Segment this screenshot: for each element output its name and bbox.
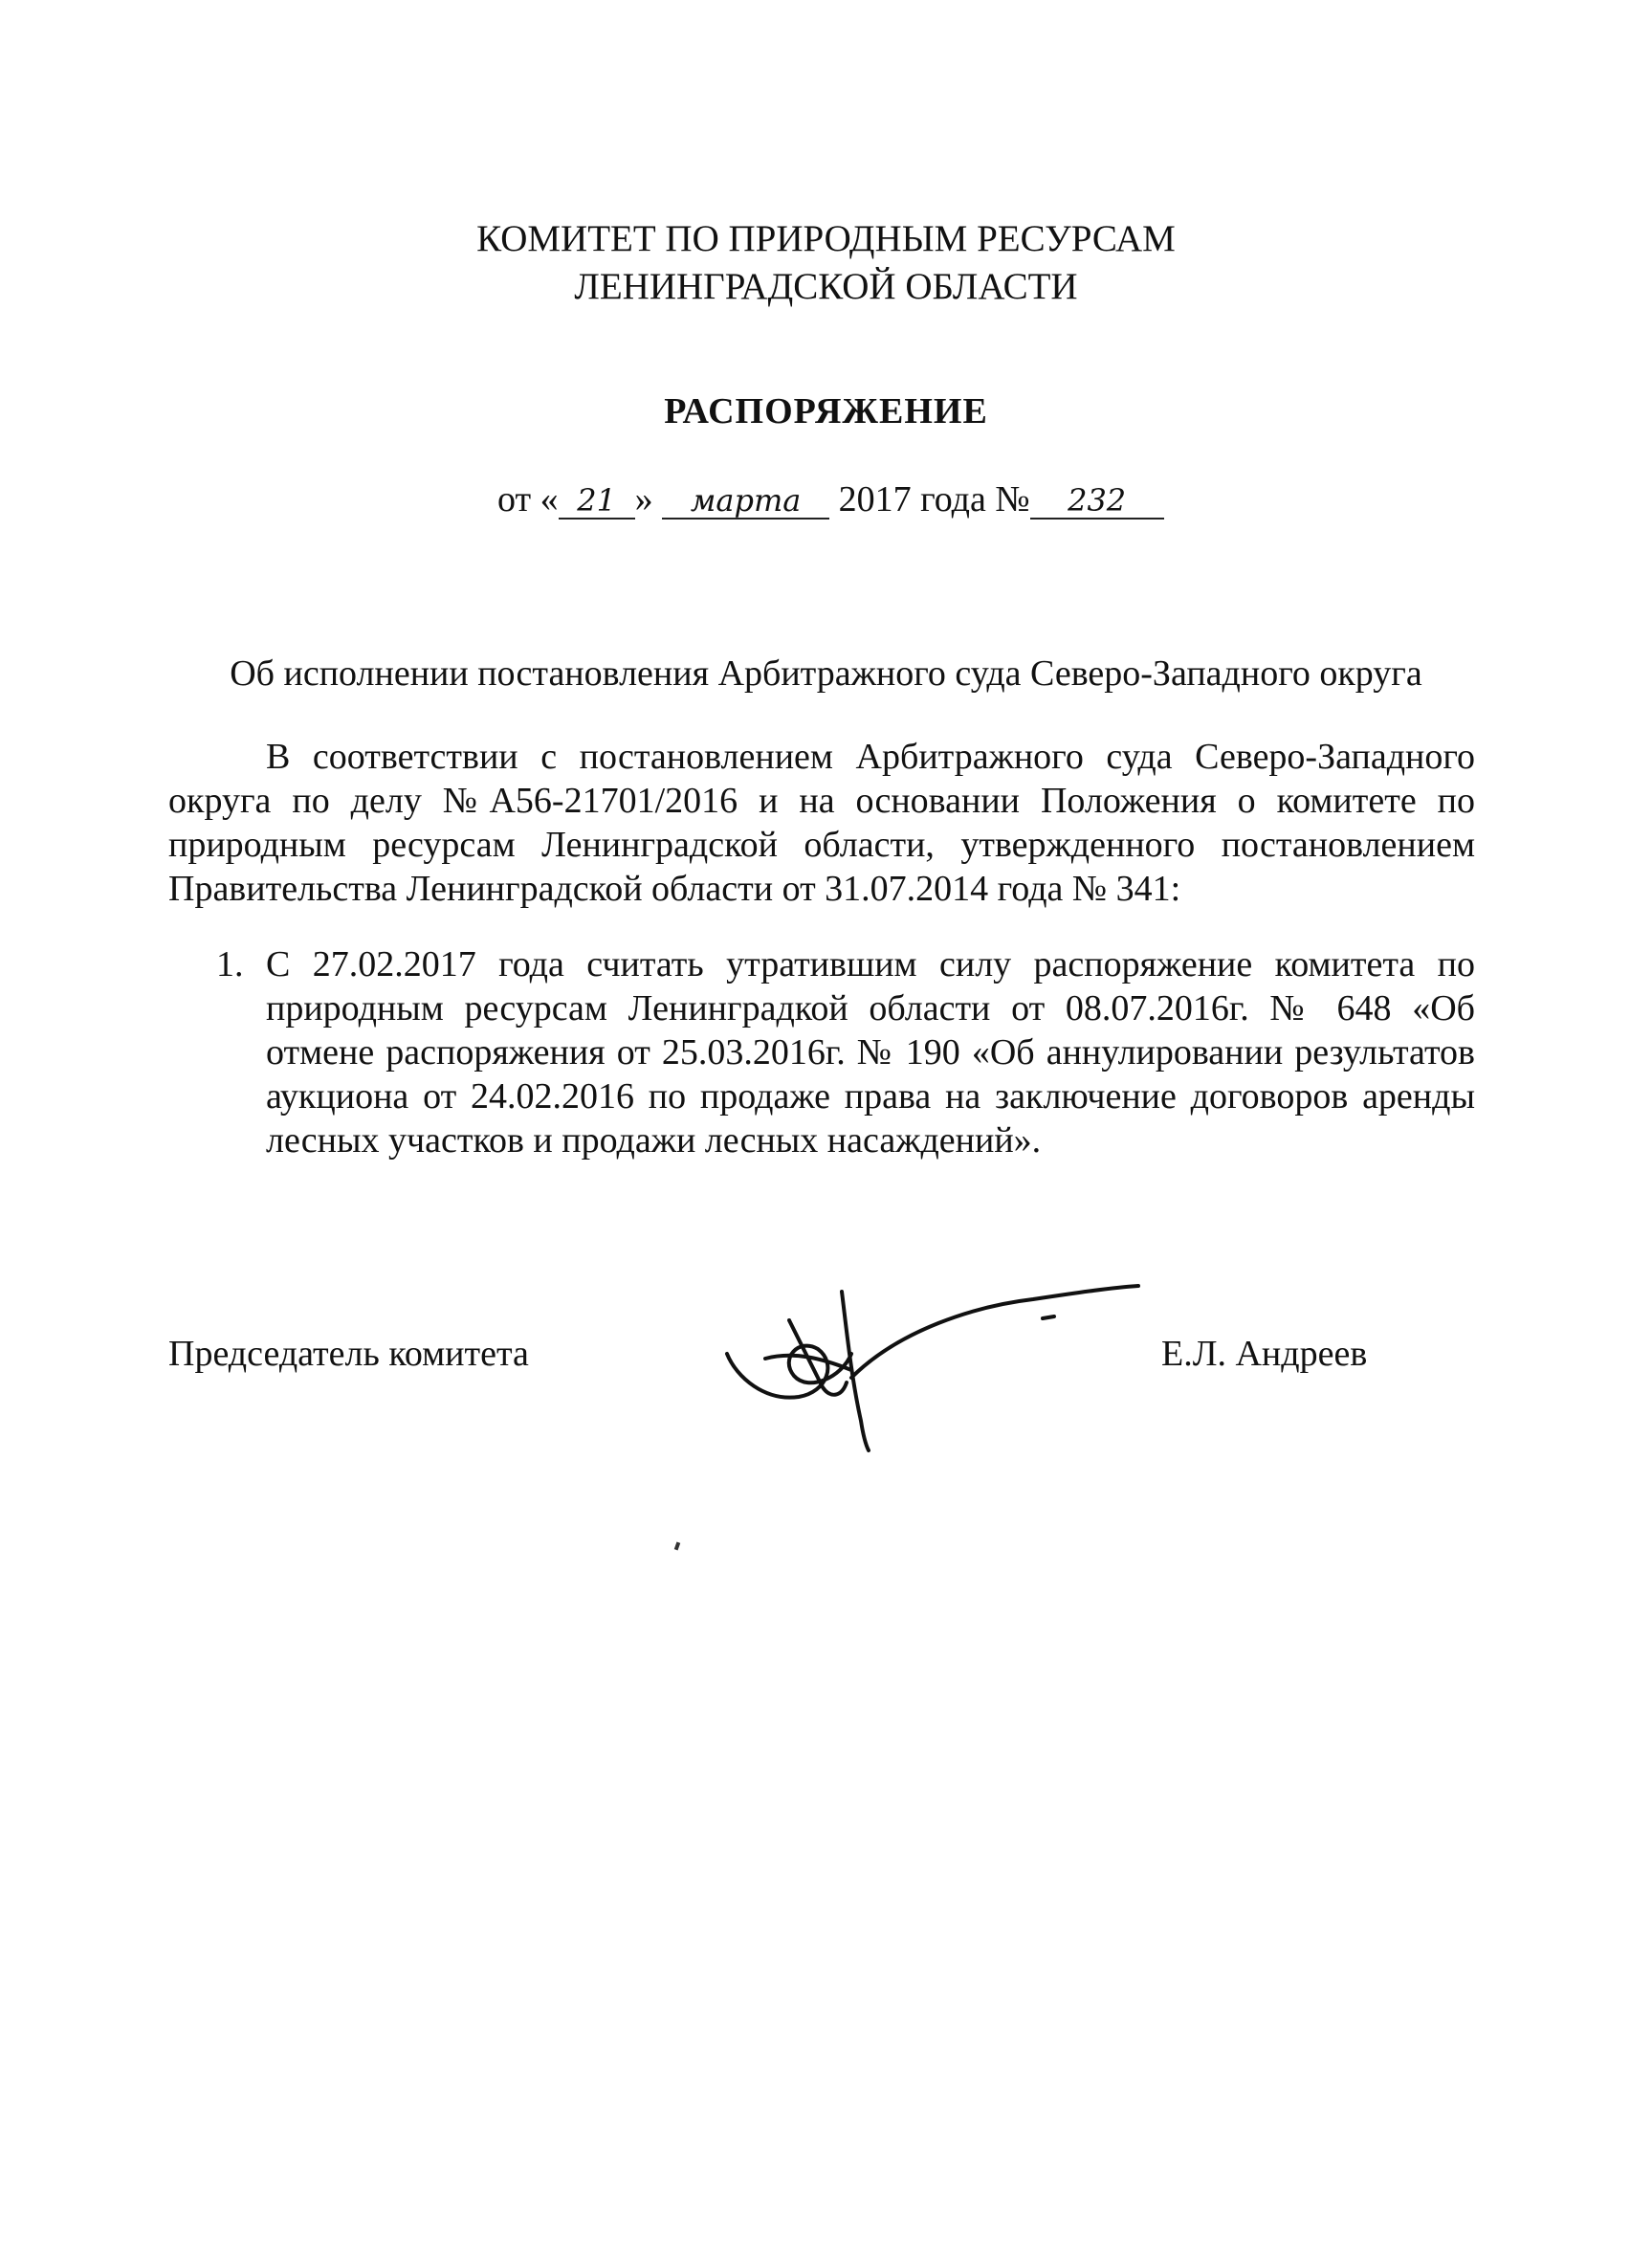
handwritten-month: марта <box>662 483 829 520</box>
committee-name-line2: ЛЕНИНГРАДСКОЙ ОБЛАСТИ <box>574 266 1078 307</box>
signatory-name: Е.Л. Андреев <box>1161 1334 1368 1374</box>
date-number-line <box>497 478 1164 520</box>
list-item <box>216 942 1475 1162</box>
handwritten-day: 21 <box>559 483 635 520</box>
date-prefix: от « <box>497 479 559 520</box>
handwritten-document-number: 232 <box>1030 483 1164 520</box>
document-type-title: РАСПОРЯЖЕНИЕ <box>664 391 988 431</box>
date-mid: » <box>634 479 663 520</box>
list-item-text: С 27.02.2017 года считать утратившим силу распоряжение комитета по природным ресурсам Ленинградкой области от 08.07.2016г. № 648 «Об отмене распоряжения от 25.03.2016г. № 190 «Об аннулировании результатов аукциона от 24.02.2016 по продаже права на заключение договоров аренды лесных участков и продажи лесных насаждений». <box>266 944 1475 1161</box>
handwritten-signature <box>708 1263 1167 1454</box>
scan-speck <box>674 1542 680 1551</box>
committee-name-line1: КОМИТЕТ ПО ПРИРОДНЫМ РЕСУРСАМ <box>476 218 1176 259</box>
signatory-title: Председатель комитета <box>168 1334 529 1374</box>
committee-header <box>0 215 1652 311</box>
document-subject: Об исполнении постановления Арбитражного суда Северо-Западного округа <box>230 653 1422 694</box>
preamble-paragraph: В соответствии с постановлением Арбитражного суда Северо-Западного округа по делу №А56-21701/2016 и на основании Положения о комитете по природным ресурсам Ленинградской области, утвержденного постановлением Правительства Ленинградской области от 31.07.2014 года № 341: <box>168 737 1475 909</box>
list-item-number: 1. <box>216 944 244 984</box>
date-year-text: 2017 года № <box>829 479 1030 520</box>
